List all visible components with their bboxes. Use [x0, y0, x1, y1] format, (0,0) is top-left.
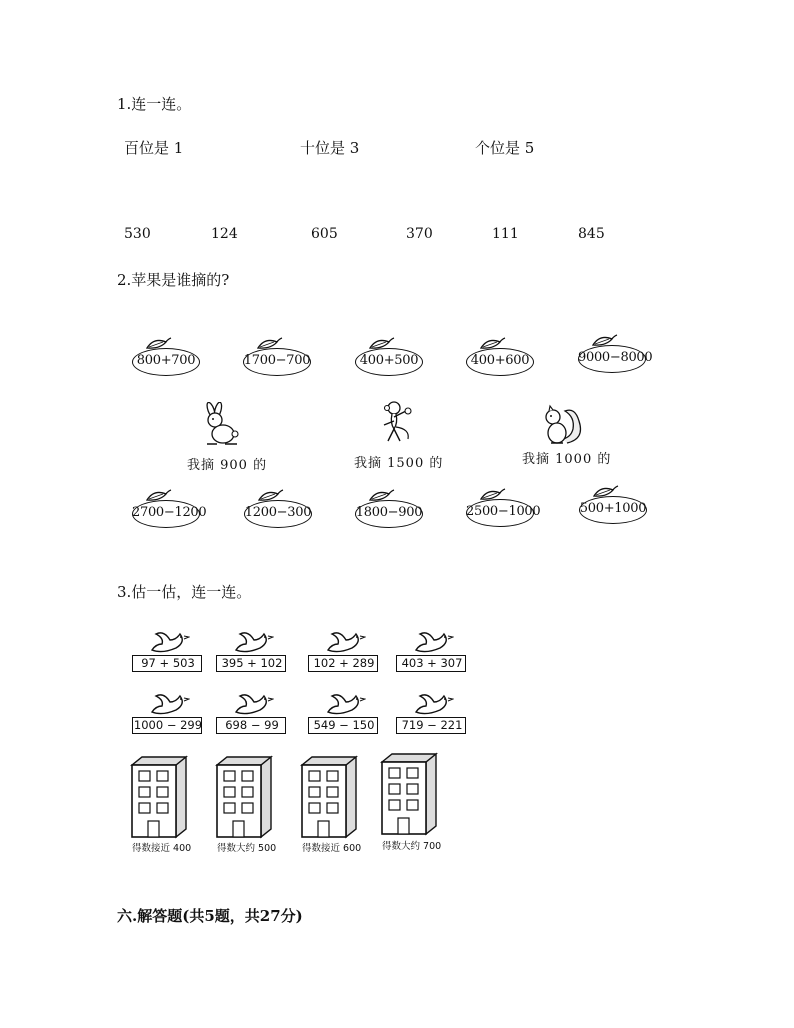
apple-card	[466, 336, 534, 376]
apple-card	[132, 336, 200, 376]
apple-card	[578, 333, 653, 373]
section-6-title: 六.解答题(共5题，共27分)	[117, 907, 303, 925]
place-label-ones: 个位是 5	[475, 139, 535, 157]
apple-card	[466, 487, 541, 527]
bird-card	[216, 690, 288, 736]
number-option: 605	[311, 226, 338, 242]
number-option: 530	[124, 226, 151, 242]
bird-icon	[150, 628, 190, 656]
bird-expression: 719 − 221	[401, 718, 463, 732]
apple-expression: 400+500	[359, 353, 419, 368]
bird-icon	[414, 628, 454, 656]
monkey-icon	[376, 399, 420, 445]
bird-card	[132, 690, 204, 736]
apple-expression: 400+600	[470, 353, 530, 368]
apple-expression: 1800−900	[355, 505, 423, 520]
building-label: 得数接近 400	[132, 843, 192, 854]
building-icon	[215, 755, 275, 845]
bird-card	[132, 628, 204, 674]
bird-card	[396, 690, 468, 736]
bird-card	[216, 628, 288, 674]
apple-card	[355, 488, 423, 528]
bird-expression: 549 − 150	[313, 718, 375, 732]
bird-expression: 395 + 102	[221, 656, 283, 670]
building-icon	[130, 755, 190, 845]
number-option: 370	[406, 226, 433, 242]
question-3-title: 3.估一估，连一连。	[117, 583, 252, 601]
apple-expression: 1200−300	[244, 505, 312, 520]
bird-expression: 97 + 503	[141, 656, 195, 670]
rabbit-icon	[199, 402, 243, 448]
apple-card	[243, 336, 311, 376]
bird-card	[308, 690, 380, 736]
building-label: 得数大约 700	[382, 841, 442, 852]
building-label: 得数接近 600	[302, 843, 362, 854]
apple-card	[244, 488, 312, 528]
bird-icon	[326, 690, 366, 718]
apple-expression: 9000−8000	[578, 350, 653, 365]
animal-speech-label: 我摘 900 的	[187, 458, 268, 473]
animal-speech-label: 我摘 1500 的	[354, 456, 444, 471]
bird-expression: 102 + 289	[313, 656, 375, 670]
apple-card	[355, 336, 423, 376]
place-label-hundreds: 百位是 1	[124, 139, 184, 157]
animal-speech-label: 我摘 1000 的	[522, 452, 612, 467]
bird-card	[308, 628, 380, 674]
question-2-title: 2.苹果是谁摘的?	[117, 271, 230, 289]
apple-expression: 800+700	[136, 353, 196, 368]
question-1-title: 1.连一连。	[117, 95, 192, 113]
bird-icon	[234, 628, 274, 656]
building-icon	[300, 755, 360, 845]
squirrel-icon	[541, 403, 585, 449]
number-option: 845	[578, 226, 605, 242]
apple-card	[132, 488, 207, 528]
bird-icon	[326, 628, 366, 656]
bird-icon	[414, 690, 454, 718]
apple-card	[579, 484, 647, 524]
building-label: 得数大约 500	[217, 843, 277, 854]
bird-expression: 1000 − 299	[133, 718, 203, 732]
apple-expression: 2500−1000	[466, 504, 541, 519]
apple-expression: 2700−1200	[132, 505, 207, 520]
place-label-tens: 十位是 3	[300, 139, 360, 157]
bird-expression: 698 − 99	[225, 718, 279, 732]
apple-expression: 500+1000	[579, 501, 647, 516]
number-option: 111	[492, 226, 519, 242]
building-icon	[380, 752, 440, 842]
bird-card	[396, 628, 468, 674]
number-option: 124	[211, 226, 238, 242]
bird-icon	[150, 690, 190, 718]
apple-expression: 1700−700	[243, 353, 311, 368]
bird-expression: 403 + 307	[401, 656, 463, 670]
bird-icon	[234, 690, 274, 718]
